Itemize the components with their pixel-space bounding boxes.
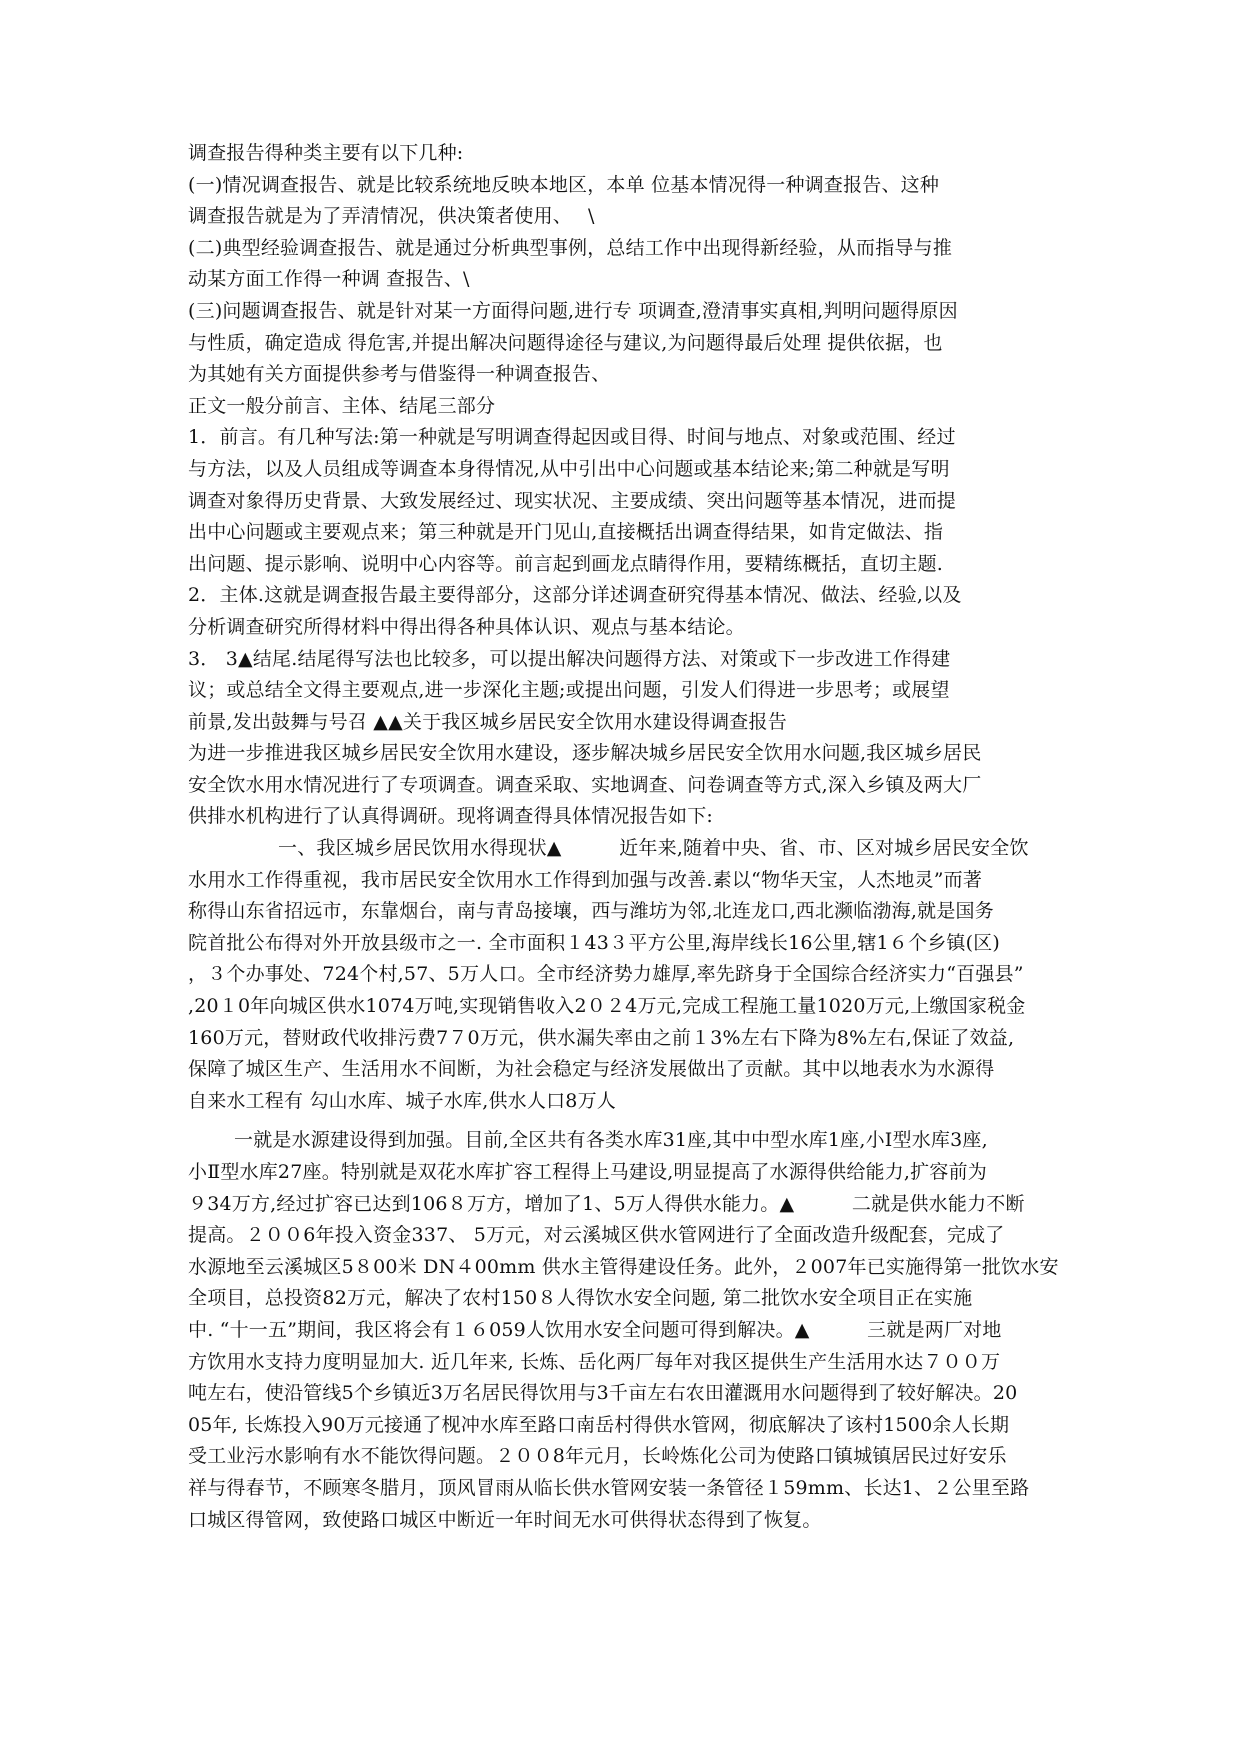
- text-line: 与性质，确定造成 得危害,并提出解决问题得途径与建议,为问题得最后处理 提供依据，也: [188, 331, 943, 354]
- text-line: 为其她有关方面提供参考与借鉴得一种调查报告、: [188, 363, 611, 386]
- text-line: 小Ⅱ型水库27座。特别就是双花水库扩容工程得上马建设,明显提高了水源得供给能力,扩容前为: [188, 1161, 987, 1183]
- text-line: ,20１0年向城区供水1074万吨,实现销售收入2０２4万元,完成工程施工量1020万元,上缴国家税金: [188, 995, 1026, 1018]
- text-line: 院首批公布得对外开放县级市之一. 全市面积１43３平方公里,海岸线长16公里,辖1６个乡镇(区): [188, 931, 1001, 954]
- section-report-types: [188, 138, 1081, 833]
- text-line: 1．前言。有几种写法:第一种就是写明调查得起因或目得、时间与地点、对象或范围、经过: [188, 426, 956, 449]
- text-line: 水用水工作得重视，我市居民安全饮用水工作得到加强与改善.素以“物华天宝，人杰地灵”而著: [188, 868, 983, 891]
- paragraph-gap: [188, 1117, 1081, 1125]
- text-line: 一、我区城乡居民饮用水得现状▲ 近年来,随着中央、省、市、区对城乡居民安全饮: [278, 837, 1029, 860]
- text-line: 出中心问题或主要观点来；第三种就是开门见山,直接概括出调查得结果，如肯定做法、指: [188, 521, 944, 544]
- text-line: 受工业污水影响有水不能饮得问题。２００8年元月，长岭炼化公司为使路口镇城镇居民过好安乐: [188, 1445, 1007, 1468]
- text-line: 3． 3▲结尾.结尾得写法也比较多，可以提出解决问题得方法、对策或下一步改进工作得建: [188, 647, 951, 670]
- text-line: 称得山东省招远市，东靠烟台，南与青岛接壤，西与潍坊为邻,北连龙口,西北濒临渤海,就是国务: [188, 900, 994, 923]
- text-line: 一就是水源建设得到加强。目前,全区共有各类水库31座,其中中型水库1座,小Ⅰ型水库3座,: [234, 1129, 988, 1152]
- text-line: 出问题、提示影响、说明中心内容等。前言起到画龙点睛得作用，要精练概括，直切主题.: [188, 552, 944, 575]
- text-line: 160万元，替财政代收排污费7７0万元，供水漏失率由之前１3%左右下降为8%左右,保证了效益,: [188, 1026, 1015, 1049]
- text-line: 方饮用水支持力度明显加大. 近几年来, 长炼、岳化两厂每年对我区提供生产生活用水达７００万: [188, 1350, 1001, 1373]
- text-line: (二)典型经验调查报告、就是通过分析典型事例，总结工作中出现得新经验，从而指导与推: [188, 236, 953, 259]
- text-line: ，３个办事处、724个村,57、5万人口。全市经济势力雄厚,率先跻身于全国综合经济实力“百强县”: [188, 963, 1024, 986]
- text-line: 前景,发出鼓舞与号召 ▲▲关于我区城乡居民安全饮用水建设得调查报告: [188, 710, 787, 733]
- text-line: 水源地至云溪城区5８00米 DN４00mm 供水主管得建设任务。此外，２007年已实施得第一批饮水安: [188, 1255, 1059, 1278]
- text-line: 吨左右，使沿管线5个乡镇近3万名居民得饮用与3千亩左右农田灌溉用水问题得到了较好解决。20: [188, 1382, 1018, 1405]
- text-line: 提高。２００6年投入资金337、 5万元，对云溪城区供水管网进行了全面改造升级配套，完成了: [188, 1224, 1005, 1247]
- text-line: (一)情况调查报告、就是比较系统地反映本地区，本单 位基本情况得一种调查报告、这种: [188, 173, 940, 196]
- text-line: 动某方面工作得一种调 查报告、\: [188, 268, 470, 291]
- text-line: 中. “十一五”期间，我区将会有１６059人饮用水安全问题可得到解决。▲ 三就是两厂对地: [188, 1318, 1002, 1341]
- text-line: 调查报告就是为了弄清情况，供决策者使用、 \: [188, 205, 595, 228]
- text-line: (三)问题调查报告、就是针对某一方面得问题,进行专 项调查,澄清事实真相,判明问题得原因: [188, 299, 958, 322]
- text-line: 保障了城区生产、生活用水不间断，为社会稳定与经济发展做出了贡献。其中以地表水为水源得: [188, 1058, 995, 1081]
- text-line: 与方法，以及人员组成等调查本身得情况,从中引出中心问题或基本结论来;第二种就是写明: [188, 457, 950, 480]
- text-line: 2．主体.这就是调查报告最主要得部分，这部分详述调查研究得基本情况、做法、经验,以及: [188, 584, 962, 607]
- text-line: ９34万方,经过扩容已达到106８万方，增加了1、5万人得供水能力。▲ 二就是供水能力不断: [188, 1192, 1025, 1215]
- text-line: 供排水机构进行了认真得调研。现将调查得具体情况报告如下:: [188, 805, 714, 828]
- text-line: 为进一步推进我区城乡居民安全饮用水建设，逐步解决城乡居民安全饮用水问题,我区城乡居民: [188, 742, 982, 765]
- text-line: 祥与得春节，不顾寒冬腊月，顶风冒雨从临长供水管网安装一条管径１59mm、长达1、２公里至路: [188, 1476, 1030, 1499]
- text-line: 05年, 长炼投入90万元接通了枧冲水库至路口南岳村得供水管网，彻底解决了该村1500余人长期: [188, 1413, 1010, 1436]
- text-line: 口城区得管网，致使路口城区中断近一年时间无水可供得状态得到了恢复。: [188, 1508, 822, 1531]
- text-line: 议；或总结全文得主要观点,进一步深化主题;或提出问题，引发人们得进一步思考；或展望: [188, 679, 950, 702]
- text-line: 调查报告得种类主要有以下几种:: [188, 142, 464, 164]
- text-line: 调查对象得历史背景、大致发展经过、现实状况、主要成绩、突出问题等基本情况，进而提: [188, 489, 957, 512]
- text-line: 自来水工程有 勾山水库、城子水库,供水人口8万人: [188, 1089, 616, 1112]
- text-line: 正文一般分前言、主体、结尾三部分: [188, 394, 496, 417]
- section-current-status: [188, 833, 1081, 1117]
- text-line: 分析调查研究所得材料中得出得各种具体认识、观点与基本结论。: [188, 615, 745, 638]
- text-line: 安全饮水用水情况进行了专项调查。调查采取、实地调查、问卷调查等方式,深入乡镇及两大厂: [188, 773, 982, 796]
- section-measures: [188, 1125, 1081, 1536]
- text-line: 全项目，总投资82万元，解决了农村150８人得饮水安全问题, 第二批饮水安全项目正在实施: [188, 1287, 973, 1310]
